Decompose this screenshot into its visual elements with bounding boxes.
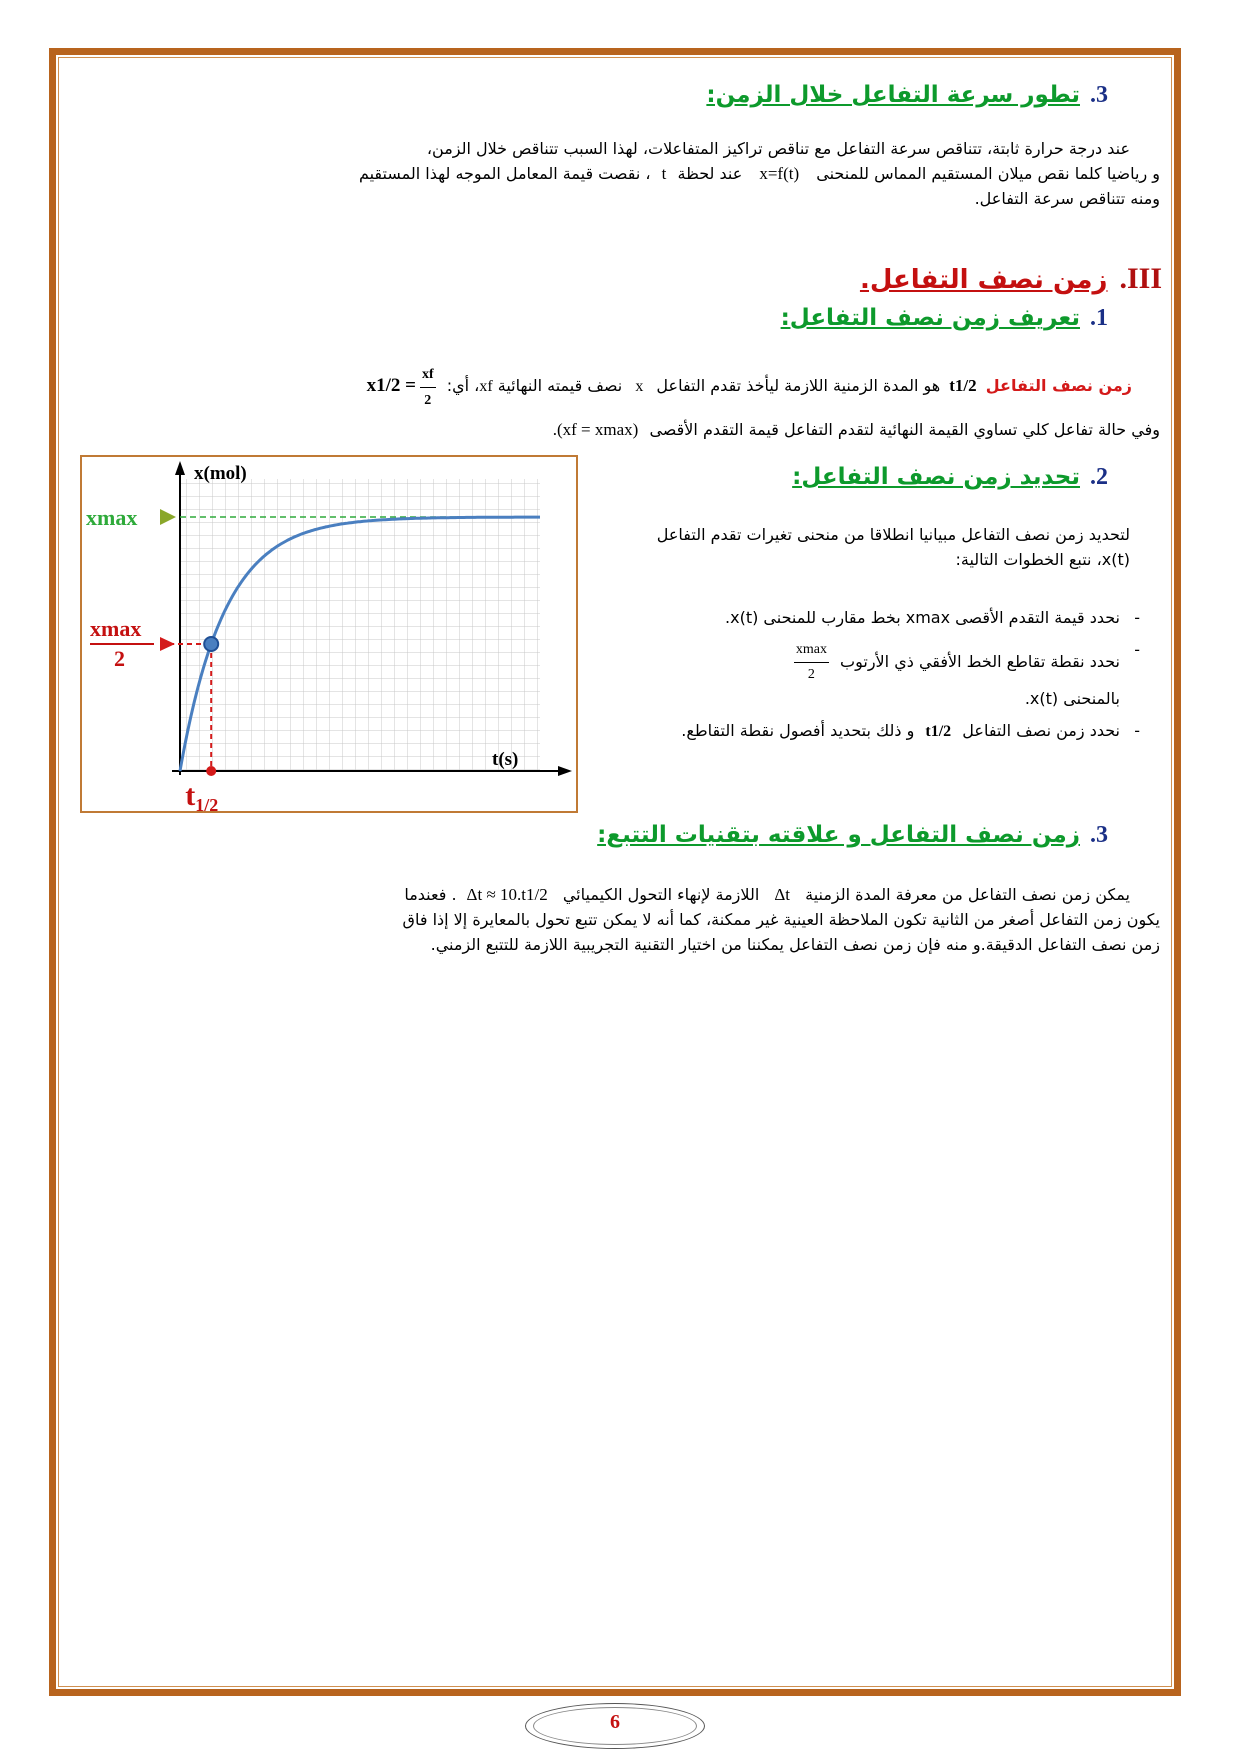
y-axis-label: x(mol) <box>194 463 247 484</box>
half-arrow <box>160 637 175 651</box>
section-number: 3. <box>1090 822 1108 848</box>
denominator: 2 <box>807 667 815 682</box>
half-point <box>204 637 218 651</box>
part-title: زمن نصف التفاعل. <box>859 265 1108 295</box>
xmax-arrow <box>160 509 176 525</box>
section-2-heading <box>792 464 1108 491</box>
paragraph-line: يكون زمن التفاعل أصغر من الثانية تكون الملاحظة العينية غير ممكنة، كما أنه لا يمكن تتبع تحول بالمعايرة إلا إذا فاق <box>402 910 1160 929</box>
text: نحدد نقطة تقاطع الخط الأفقي ذي الأرتوب <box>840 652 1120 671</box>
section-number: 2. <box>1090 464 1108 490</box>
paragraph-line <box>70 161 1160 186</box>
section-3a-body <box>70 136 1160 211</box>
formula-lhs: x1/2 = <box>366 375 416 397</box>
step-item <box>645 638 1140 711</box>
intro-text: لتحديد زمن نصف التفاعل مبيانيا انطلاقا من منحنى تغيرات تقدم التفاعل x(t)، نتبع الخطوات التالية: <box>656 525 1130 569</box>
text: يمكن زمن نصف التفاعل من معرفة المدة الزمنية <box>805 885 1130 904</box>
section-title: تطور سرعة التفاعل خلال الزمن: <box>706 82 1080 108</box>
denominator: 2 <box>424 393 432 408</box>
numerator: xf <box>420 362 436 388</box>
symbol: t1/2 <box>949 376 977 396</box>
text: و رياضيا كلما نقص ميلان المستقيم المماس للمنحنى <box>816 164 1160 183</box>
advancement-chart <box>82 457 576 811</box>
text: هو المدة الزمنية اللازمة ليأخذ تقدم التفاعل <box>656 376 941 396</box>
steps-list <box>645 606 1140 744</box>
formula: xf <box>479 378 493 396</box>
section-3b-body <box>70 882 1160 957</box>
formula-fraction <box>420 362 436 413</box>
text: نحدد زمن نصف التفاعل <box>962 721 1120 740</box>
text: ، أي: <box>446 376 480 396</box>
text: عند لحظة <box>677 164 743 183</box>
xmax-label: xmax <box>86 505 138 530</box>
paragraph-line: عند درجة حرارة ثابتة، تتناقص سرعة التفاعل مع تناقص تراكيز المتفاعلات، لهذا السبب تتناقص خلال الزمن، <box>426 139 1130 158</box>
section-3b-heading <box>597 822 1108 849</box>
text: ، نقصت قيمة المعامل الموجه لهذا المستقيم <box>358 164 651 183</box>
section-2-intro <box>625 522 1160 572</box>
half-formula <box>367 362 436 413</box>
page-number: 6 <box>610 1711 620 1733</box>
x-axis-arrow <box>558 766 572 776</box>
paragraph-line <box>70 882 1160 907</box>
section-3a-heading <box>706 82 1108 109</box>
section-number: 3. <box>1090 82 1108 108</box>
xmax-half-fraction <box>794 638 829 687</box>
formula: (xf = xmax). <box>552 420 639 439</box>
symbol: t1/2 <box>925 723 952 740</box>
part-iii-heading <box>860 262 1162 296</box>
definition-line <box>70 362 1160 413</box>
page-frame-inner <box>58 57 1172 1687</box>
section-number: 1. <box>1090 305 1108 331</box>
formula: Δt <box>774 885 791 904</box>
text: . فعندما <box>404 885 457 904</box>
x-axis-label: t(s) <box>492 749 519 770</box>
half-label-denominator: 2 <box>114 646 125 671</box>
y-axis-arrow <box>175 461 185 475</box>
half-life-graph <box>80 455 578 813</box>
term: زمن نصف التفاعل <box>985 376 1132 396</box>
formula: Δt ≈ 10.t1/2 <box>466 885 548 904</box>
section-1-body <box>70 362 1160 442</box>
step-item: - نحدد قيمة التقدم الأقصى xmax بخط مقارب للمنحنى x(t). <box>645 606 1140 630</box>
formula: t <box>661 164 667 183</box>
formula: x <box>635 378 644 396</box>
t-half-label: $t_{1/2}$ <box>185 779 219 811</box>
paragraph-line <box>70 417 1160 442</box>
section-2-steps <box>645 606 1140 752</box>
paragraph-line: زمن نصف التفاعل الدقيقة.و منه فإن زمن نصف التفاعل يمكننا من اختيار التقنية التجريبية اللازمة للتتبع الزمني. <box>430 935 1160 954</box>
roman-numeral: III. <box>1119 262 1162 295</box>
section-title: زمن نصف التفاعل و علاقته بتقنيات التتبع: <box>597 822 1080 848</box>
text: وفي حالة تفاعل كلي تساوي القيمة النهائية لتقدم التفاعل قيمة التقدم الأقصى <box>649 420 1160 439</box>
text: و ذلك بتحديد أفصول نقطة التقاطع. <box>681 721 915 740</box>
formula: x=f(t) <box>759 164 800 183</box>
section-title: تحديد زمن نصف التفاعل: <box>792 464 1080 490</box>
half-label-numerator: xmax <box>90 616 142 641</box>
text: نصف قيمته النهائية <box>497 376 623 396</box>
text: بالمنحنى x(t). <box>1024 689 1120 708</box>
step-item <box>645 719 1140 744</box>
text: اللازمة لإنهاء التحول الكيميائي <box>562 885 760 904</box>
section-1-heading <box>781 305 1108 332</box>
numerator: xmax <box>794 638 829 663</box>
section-title: تعريف زمن نصف التفاعل: <box>780 305 1080 331</box>
t-half-point <box>206 766 216 776</box>
paragraph-line: ومنه تتناقص سرعة التفاعل. <box>974 189 1160 208</box>
